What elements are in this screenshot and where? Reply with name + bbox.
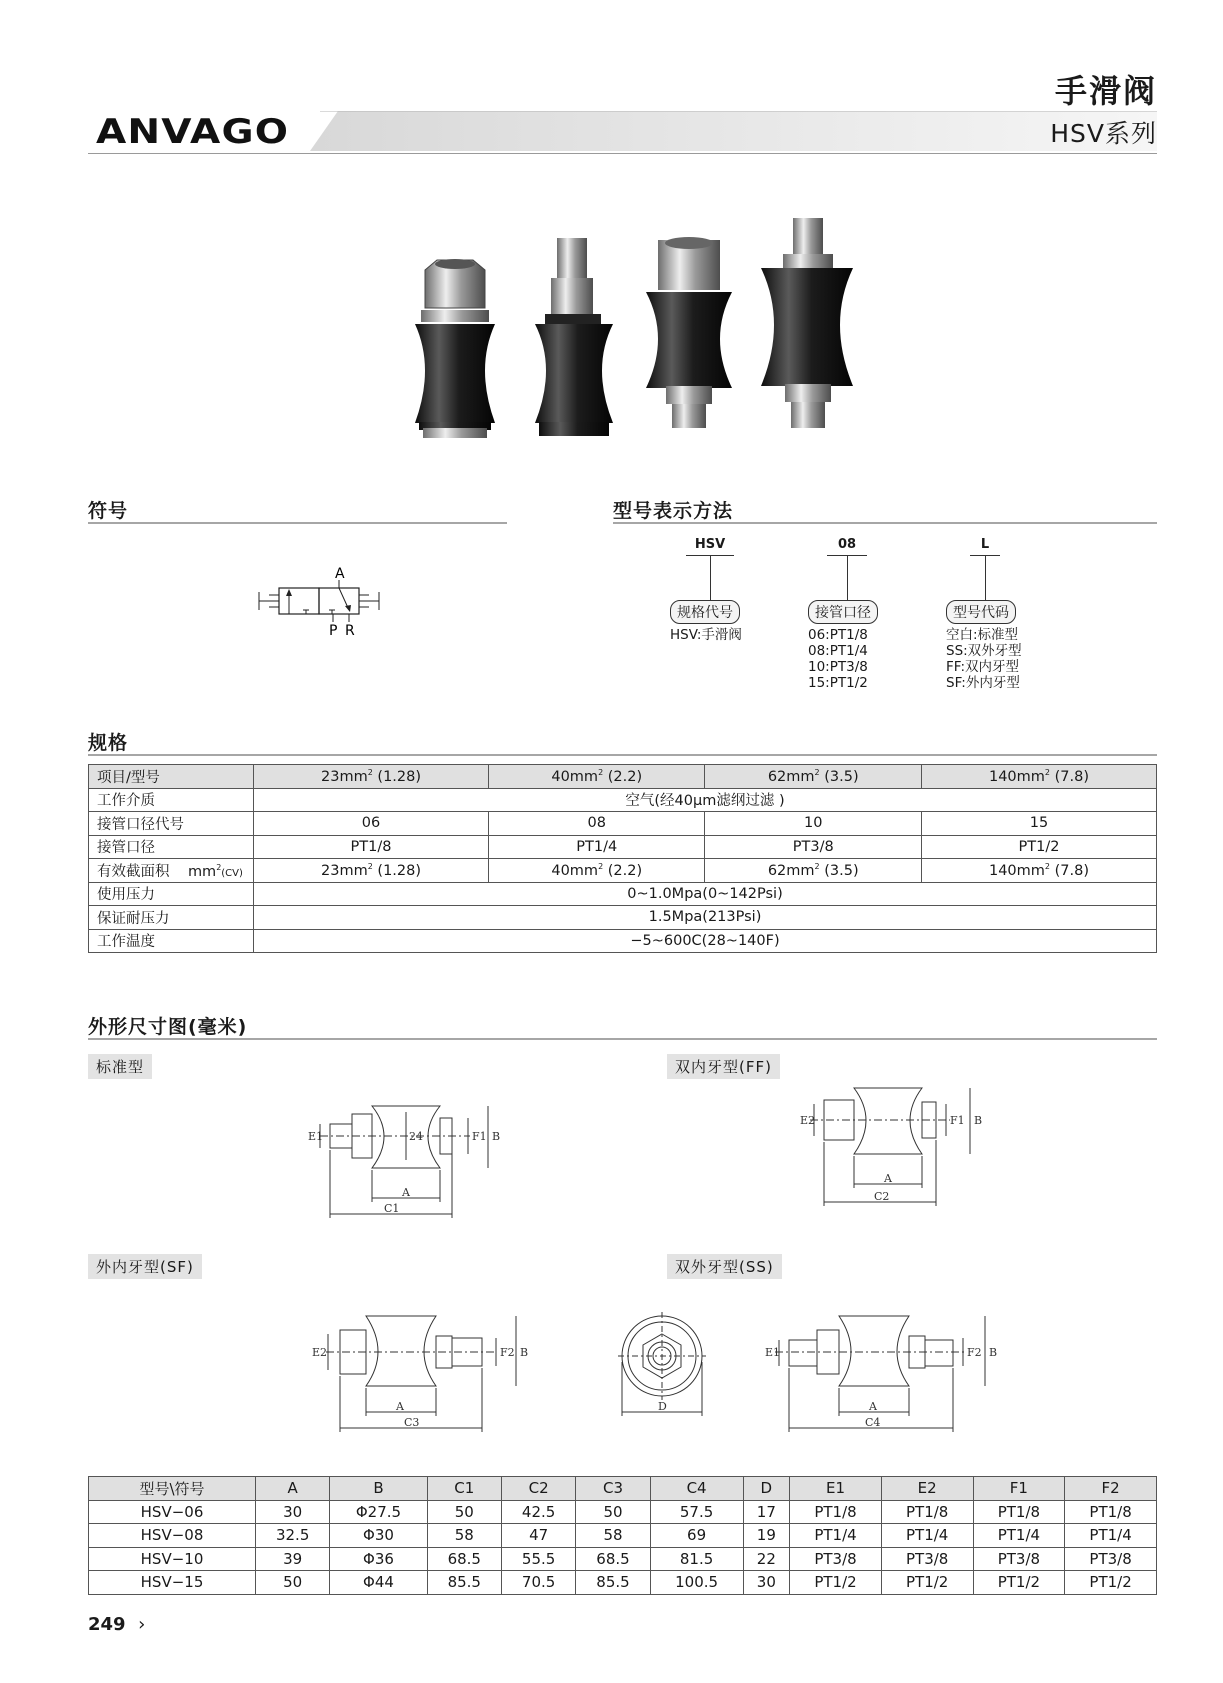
table-row — [89, 1547, 1157, 1571]
dims-cell: PT1/8 — [973, 1500, 1065, 1524]
spec-value: $140mm^2$ (7.8) — [921, 859, 1156, 883]
table-row — [89, 1524, 1157, 1548]
dims-cell: HSV−08 — [89, 1524, 256, 1548]
spec-value: 10 — [705, 812, 921, 836]
page-number: 249 › — [88, 1614, 146, 1635]
model-code-port: 08 — [837, 537, 857, 552]
model-code-hsv: HSV — [694, 537, 726, 552]
spec-label: 使用压力 — [89, 882, 254, 906]
dim-label-d: D — [658, 1400, 667, 1413]
section-rule-spec — [88, 754, 1157, 756]
dims-header-cell: C2 — [501, 1477, 575, 1501]
dim-label-e1: E1 — [308, 1130, 324, 1143]
spec-value: 空气(经40μm滤纲过滤 ) — [254, 788, 1157, 812]
dims-cell: 47 — [501, 1524, 575, 1548]
section-title-spec: 规格 — [88, 732, 129, 754]
dim-label-f1: F1 — [472, 1130, 487, 1143]
spec-value: 1.5Mpa(213Psi) — [254, 906, 1157, 930]
dims-header-cell: 型号\符号 — [89, 1477, 256, 1501]
brand-logo: ANVAGO — [96, 112, 290, 152]
section-title-model: 型号表示方法 — [613, 500, 734, 522]
spec-value: $62mm^2$ (3.5) — [705, 859, 921, 883]
dim-label-f2: F2 — [967, 1346, 982, 1359]
section-rule-symbol — [88, 522, 507, 524]
dims-header-cell: C3 — [576, 1477, 650, 1501]
model-code-option: 06:PT1/8 — [808, 627, 868, 643]
dims-cell: PT1/2 — [973, 1571, 1065, 1595]
dims-header-cell: F1 — [973, 1477, 1065, 1501]
model-code-stem — [985, 556, 986, 602]
spec-table — [88, 764, 1157, 953]
dims-cell: 32.5 — [256, 1524, 330, 1548]
dims-cell: 85.5 — [427, 1571, 501, 1595]
dims-cell: HSV−06 — [89, 1500, 256, 1524]
dims-header-cell: F2 — [1065, 1477, 1157, 1501]
dims-cell: 57.5 — [650, 1500, 743, 1524]
spec-header-cell: $23mm^2$ (1.28) — [254, 765, 489, 789]
table-row — [89, 812, 1157, 836]
spec-label: 接管口径 — [89, 835, 254, 859]
valve-symbol — [255, 566, 405, 638]
dims-cell: 69 — [650, 1524, 743, 1548]
dim-label-b: B — [989, 1346, 998, 1359]
dims-cell: 100.5 — [650, 1571, 743, 1595]
dims-cell: 42.5 — [501, 1500, 575, 1524]
dims-cell: PT1/4 — [1065, 1524, 1157, 1548]
dims-header-cell: D — [743, 1477, 790, 1501]
dim-label-c3: C3 — [404, 1416, 420, 1429]
dims-cell: Φ30 — [330, 1524, 427, 1548]
page-title: 手滑阀 — [1054, 72, 1157, 110]
dims-cell: PT1/2 — [1065, 1571, 1157, 1595]
model-code-box-spec: 规格代号 — [670, 600, 740, 624]
dims-cell: 50 — [256, 1571, 330, 1595]
dims-cell: Φ44 — [330, 1571, 427, 1595]
dims-cell: PT1/4 — [790, 1524, 882, 1548]
dim-label-f1: F1 — [950, 1114, 965, 1127]
dims-cell: PT1/4 — [973, 1524, 1065, 1548]
dims-cell: 39 — [256, 1547, 330, 1571]
dim-label-c1: C1 — [384, 1202, 400, 1215]
dims-cell: 68.5 — [576, 1547, 650, 1571]
drawing-label-sf: 外内牙型(SF) — [88, 1254, 202, 1279]
dims-cell: 58 — [427, 1524, 501, 1548]
header-rule — [88, 153, 1157, 154]
drawing-sf — [300, 1308, 560, 1438]
dims-header-cell: E2 — [881, 1477, 973, 1501]
header-band — [310, 111, 1157, 151]
symbol-label-a: A — [335, 566, 345, 582]
dims-cell: 30 — [256, 1500, 330, 1524]
model-code-option: FF:双内牙型 — [946, 659, 1020, 675]
dims-cell: PT3/8 — [973, 1547, 1065, 1571]
table-row — [89, 906, 1157, 930]
dim-label-a: A — [884, 1172, 892, 1185]
table-row — [89, 859, 1157, 883]
table-row — [89, 765, 1157, 789]
spec-header-cell: $40mm^2$ (2.2) — [489, 765, 705, 789]
table-row — [89, 882, 1157, 906]
dims-cell: HSV−15 — [89, 1571, 256, 1595]
dims-table — [88, 1476, 1157, 1595]
spec-value: PT1/4 — [489, 835, 705, 859]
dim-label-a: A — [402, 1186, 410, 1199]
spec-value: 0~1.0Mpa(0~142Psi) — [254, 882, 1157, 906]
dims-cell: PT1/4 — [881, 1524, 973, 1548]
spec-label: 接管口径代号 — [89, 812, 254, 836]
dim-label-e2: E2 — [800, 1114, 816, 1127]
drawing-ss — [765, 1308, 1035, 1438]
dims-cell: 50 — [427, 1500, 501, 1524]
dims-cell: PT1/2 — [790, 1571, 882, 1595]
dims-cell: PT1/8 — [1065, 1500, 1157, 1524]
spec-header-cell: $140mm^2$ (7.8) — [921, 765, 1156, 789]
dims-cell: PT1/8 — [790, 1500, 882, 1524]
dims-header-cell: A — [256, 1477, 330, 1501]
spec-value: 15 — [921, 812, 1156, 836]
table-row — [89, 788, 1157, 812]
dim-label-h24: 24 — [409, 1130, 423, 1143]
drawing-label-ss: 双外牙型(SS) — [667, 1254, 782, 1279]
spec-value: 06 — [254, 812, 489, 836]
spec-value: $23mm^2$ (1.28) — [254, 859, 489, 883]
dims-cell: HSV−10 — [89, 1547, 256, 1571]
dims-cell: 50 — [576, 1500, 650, 1524]
model-code-box-type: 型号代码 — [946, 600, 1016, 624]
table-row — [89, 1500, 1157, 1524]
dim-label-e2: E2 — [312, 1346, 328, 1359]
dim-label-b: B — [520, 1346, 529, 1359]
model-code-option: 空白:标准型 — [946, 627, 1019, 643]
model-code-option: 08:PT1/4 — [808, 643, 868, 659]
dims-cell: Φ27.5 — [330, 1500, 427, 1524]
model-code-option: 10:PT3/8 — [808, 659, 868, 675]
table-row — [89, 1477, 1157, 1501]
table-row — [89, 1571, 1157, 1595]
chevron-right-icon: › — [138, 1614, 146, 1635]
model-code-stem — [847, 556, 848, 602]
model-code-option: HSV:手滑阀 — [670, 627, 742, 643]
drawing-ff — [800, 1082, 1020, 1212]
dims-cell: 19 — [743, 1524, 790, 1548]
drawing-label-standard: 标准型 — [88, 1054, 152, 1079]
spec-label: 保证耐压力 — [89, 906, 254, 930]
spec-value: −5~600C(28~140F) — [254, 929, 1157, 953]
table-row — [89, 835, 1157, 859]
dims-cell: 30 — [743, 1571, 790, 1595]
symbol-label-p: P — [329, 623, 338, 638]
spec-header-label: 项目/型号 — [89, 765, 254, 789]
page-subtitle: HSV系列 — [1050, 119, 1157, 148]
spec-value: PT3/8 — [705, 835, 921, 859]
spec-header-cell: $62mm^2$ (3.5) — [705, 765, 921, 789]
spec-label: 工作温度 — [89, 929, 254, 953]
dim-label-a: A — [396, 1400, 404, 1413]
spec-value: PT1/8 — [254, 835, 489, 859]
dims-cell: 68.5 — [427, 1547, 501, 1571]
product-photo — [405, 218, 905, 458]
drawing-end-view — [618, 1312, 718, 1422]
drawing-label-ff: 双内牙型(FF) — [667, 1054, 780, 1079]
dims-cell: Φ36 — [330, 1547, 427, 1571]
dim-label-c4: C4 — [865, 1416, 881, 1429]
dims-cell: 70.5 — [501, 1571, 575, 1595]
dim-label-b: B — [492, 1130, 501, 1143]
dims-header-cell: B — [330, 1477, 427, 1501]
dims-cell: PT1/8 — [881, 1500, 973, 1524]
dims-cell: PT3/8 — [790, 1547, 882, 1571]
dims-cell: 55.5 — [501, 1547, 575, 1571]
dim-label-c2: C2 — [874, 1190, 890, 1203]
dim-label-f2: F2 — [500, 1346, 515, 1359]
dims-cell: 17 — [743, 1500, 790, 1524]
dim-label-e1: E1 — [765, 1346, 781, 1359]
drawing-standard — [300, 1098, 540, 1228]
model-code-option: 15:PT1/2 — [808, 675, 868, 691]
spec-value: PT1/2 — [921, 835, 1156, 859]
model-code-stem — [710, 556, 711, 602]
dims-header-cell: E1 — [790, 1477, 882, 1501]
spec-label: 工作介质 — [89, 788, 254, 812]
section-title-symbol: 符号 — [88, 500, 129, 522]
spec-label: 有效截面积 $mm^2(CV)$ — [89, 859, 254, 883]
dims-cell: PT1/2 — [881, 1571, 973, 1595]
dim-label-b: B — [974, 1114, 983, 1127]
section-rule-dims — [88, 1038, 1157, 1040]
spec-value: 08 — [489, 812, 705, 836]
model-code-option: SF:外内牙型 — [946, 675, 1020, 691]
dims-cell: 85.5 — [576, 1571, 650, 1595]
table-row — [89, 929, 1157, 953]
model-code-box-port: 接管口径 — [808, 600, 878, 624]
dims-cell: PT3/8 — [1065, 1547, 1157, 1571]
symbol-label-r: R — [345, 623, 355, 638]
dims-header-cell: C4 — [650, 1477, 743, 1501]
dims-cell: 81.5 — [650, 1547, 743, 1571]
section-rule-model — [613, 522, 1157, 524]
model-code-option: SS:双外牙型 — [946, 643, 1022, 659]
dim-label-a: A — [869, 1400, 877, 1413]
dims-cell: PT3/8 — [881, 1547, 973, 1571]
dims-cell: 22 — [743, 1547, 790, 1571]
section-title-dims: 外形尺寸图(毫米) — [88, 1016, 248, 1038]
dims-header-cell: C1 — [427, 1477, 501, 1501]
dims-cell: 58 — [576, 1524, 650, 1548]
model-code-type: L — [980, 537, 990, 552]
spec-value: $40mm^2$ (2.2) — [489, 859, 705, 883]
